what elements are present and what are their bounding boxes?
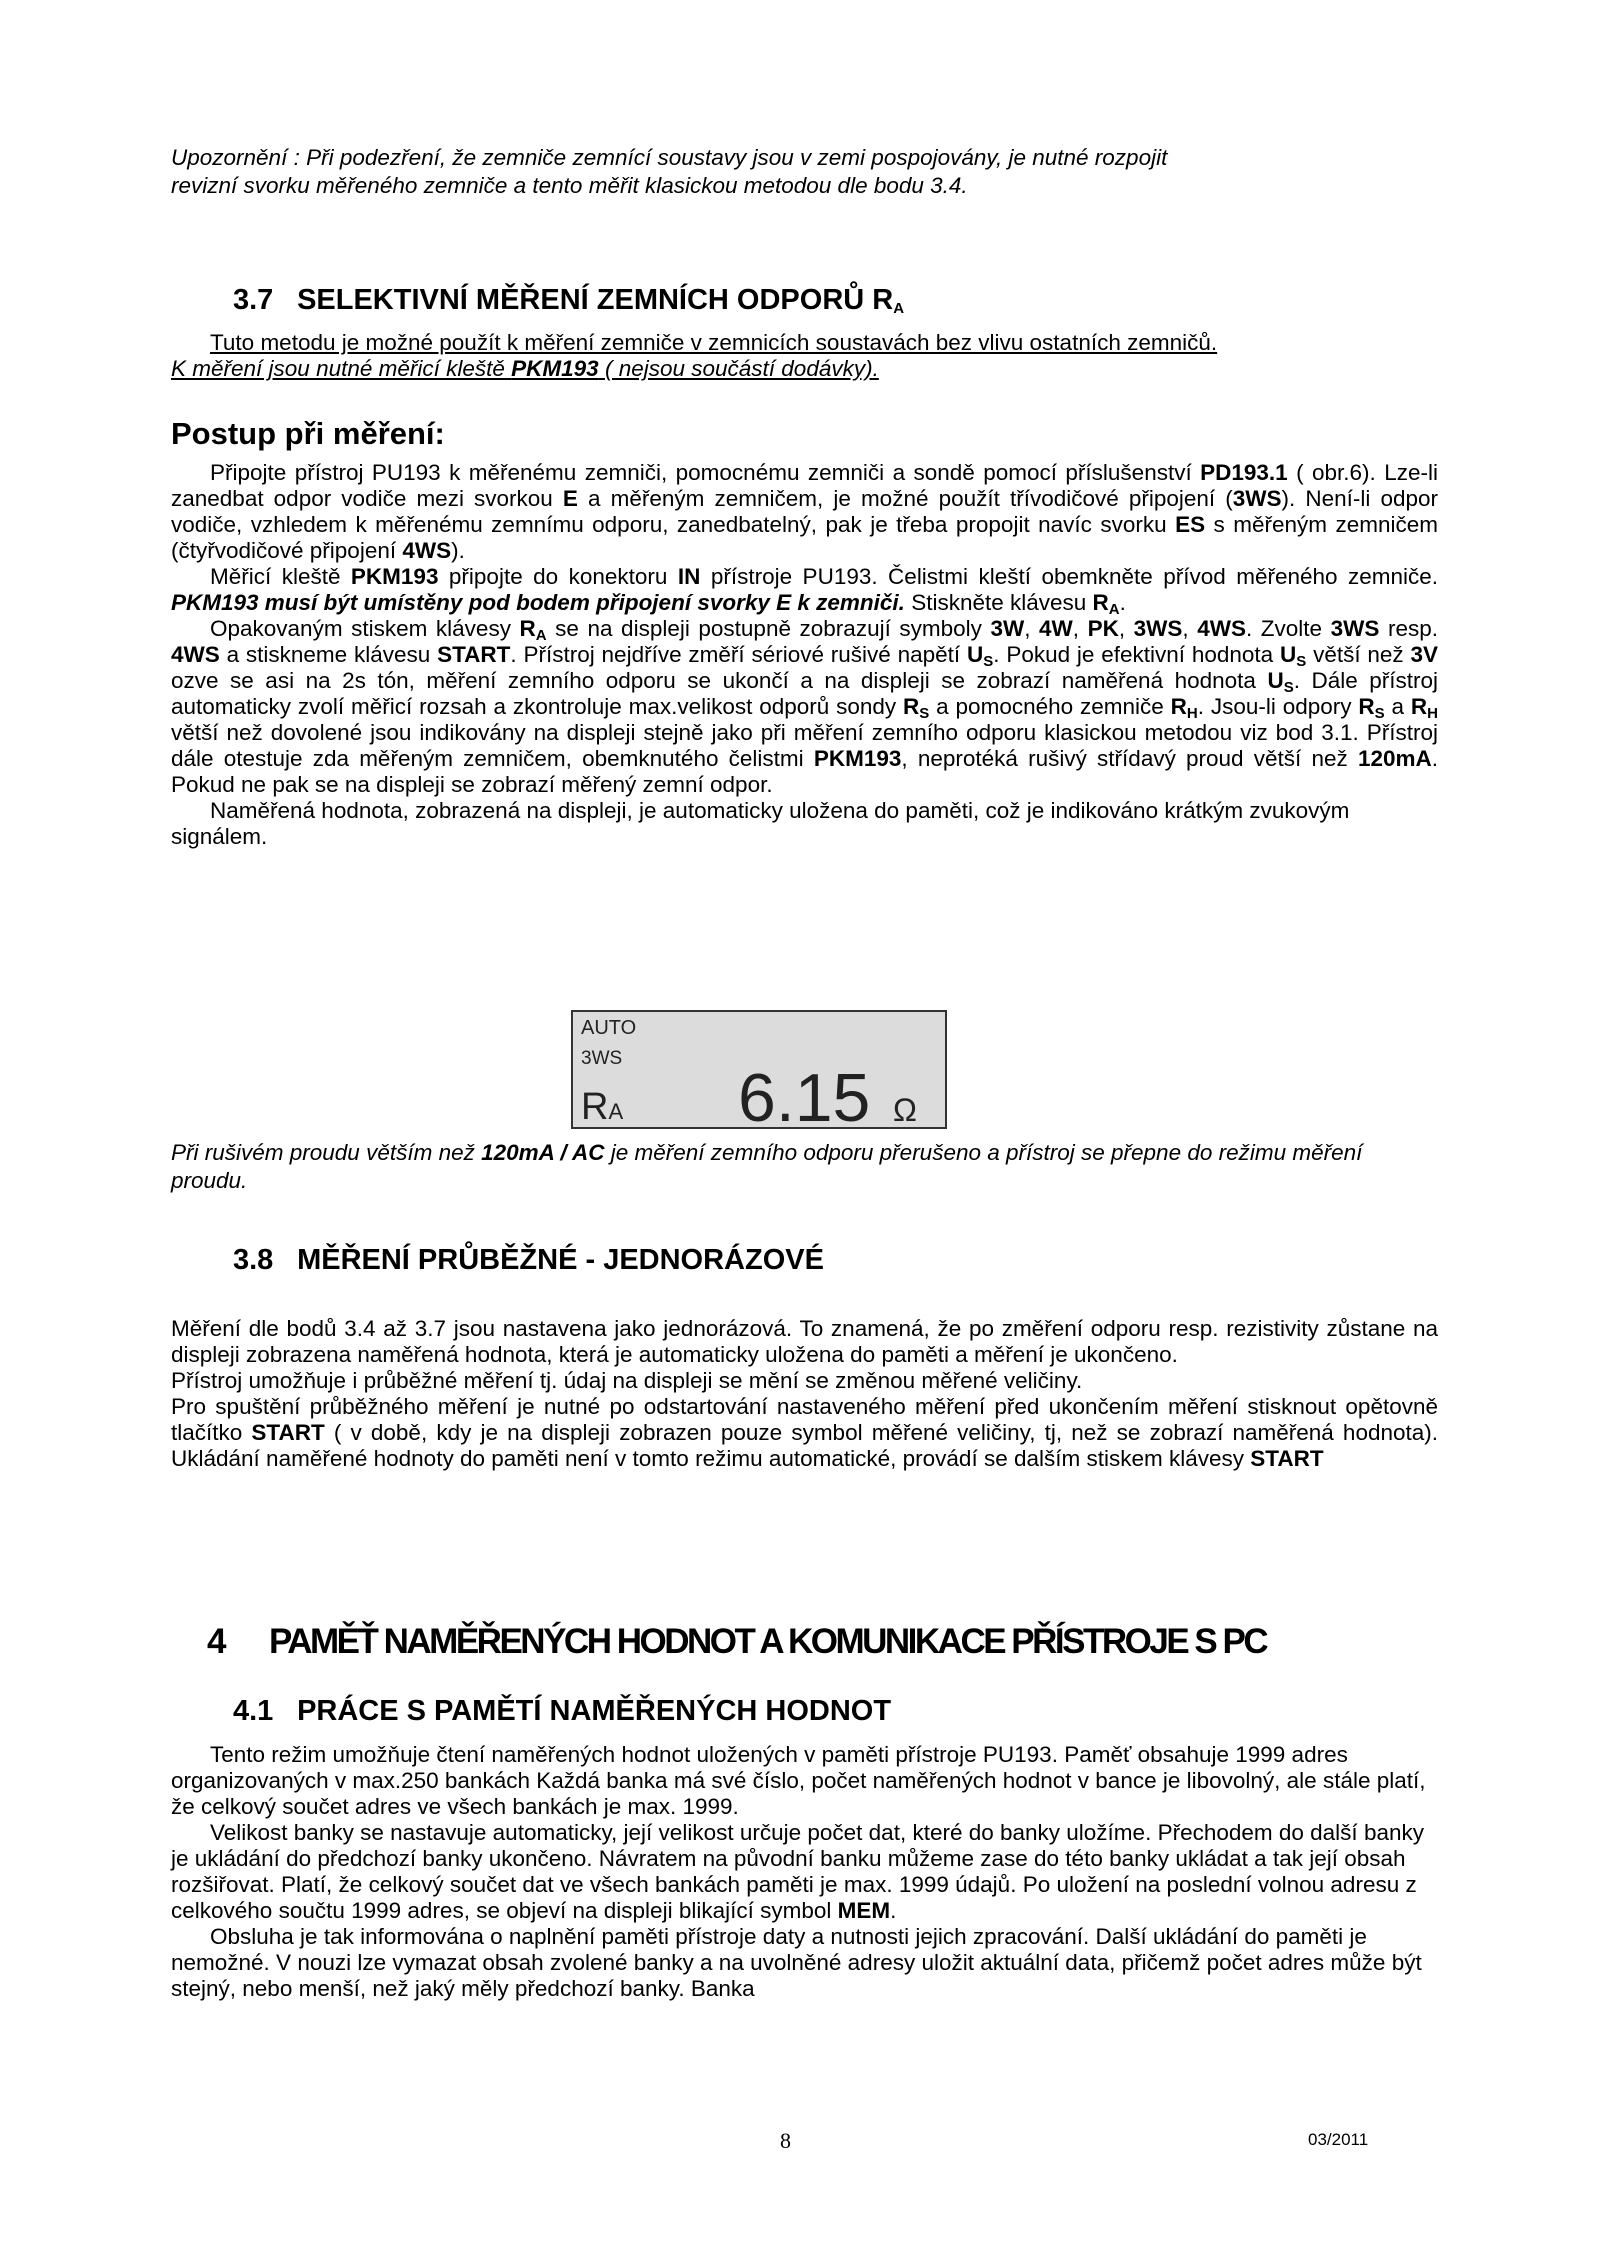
text-bold: E bbox=[562, 486, 578, 511]
intro-text: ( nejsou součástí dodávky) bbox=[598, 356, 873, 381]
text: . Zvolte bbox=[1246, 616, 1331, 641]
text: . bbox=[1119, 590, 1126, 615]
text-bold-italic: PKM193 musí být umístěny pod bodem připojení svorky E k zemniči. bbox=[171, 590, 905, 615]
text: . Dále přístroj automaticky zvolí měřicí rozsah a zkontroluje max.velikost odporů sondy bbox=[171, 668, 1439, 719]
text-bold: START bbox=[1250, 1446, 1324, 1471]
text: . bbox=[890, 1898, 897, 1923]
lcd-mode-text: AUTO bbox=[581, 1017, 637, 1039]
text: , bbox=[1024, 616, 1040, 641]
section-number: 3.8 bbox=[233, 1244, 274, 1276]
paragraph bbox=[171, 1394, 1438, 1472]
subscript: S bbox=[1374, 705, 1385, 722]
text-bold: U bbox=[967, 642, 984, 667]
text-bold: ES bbox=[1175, 512, 1206, 537]
section-3-8-heading bbox=[233, 1243, 824, 1277]
text-bold: PD193.1 bbox=[1200, 460, 1288, 485]
section-number: 4.1 bbox=[233, 1695, 274, 1727]
text: , bbox=[1118, 616, 1134, 641]
paragraph: Obsluha je tak informována o naplnění paměti přístroje daty a nutnosti jejich zpracování. Další ukládání do paměti je nemožné. V nouzi lze vymazat obsah zvolené banky a na uvolněné adresy uložit aktuální data, přičemž počet adres může být stejný, nebo menší, než jaký měly předchozí banky. Banka bbox=[171, 1924, 1422, 2001]
section-number: 3.7 bbox=[233, 284, 274, 316]
text-bold: 120mA bbox=[1357, 746, 1432, 771]
warning-note bbox=[171, 144, 1438, 200]
subscript: S bbox=[983, 653, 994, 670]
intro-line-1: Tuto metodu je možné použít k měření zemniče v zemnicích soustavách bez vlivu ostatních zemničů. bbox=[210, 330, 1218, 355]
text-bold: START bbox=[437, 642, 511, 667]
text: a pomocného zemniče bbox=[929, 694, 1171, 719]
section-4-1-body bbox=[171, 1742, 1438, 2002]
page-date: 03/2011 bbox=[1308, 2130, 1369, 2149]
section-3-8-body bbox=[171, 1316, 1438, 1472]
subscript: S bbox=[1296, 653, 1307, 670]
text: je měření zemního odporu přerušeno a přístroj se přepne do režimu měření proudu. bbox=[171, 1140, 1363, 1193]
page-number: 8 bbox=[780, 2128, 791, 2153]
interference-note bbox=[171, 1139, 1438, 1195]
text: , bbox=[1072, 616, 1088, 641]
lcd-quantity-label bbox=[581, 1086, 623, 1129]
text: a měřeným zemničem, je možné použít třívodičové připojení ( bbox=[577, 486, 1233, 511]
intro-text: K měření jsou nutné měřicí kleště bbox=[171, 356, 512, 381]
text-bold: U bbox=[1267, 668, 1284, 693]
section-4-1-heading bbox=[233, 1694, 891, 1728]
chapter-title: PAMĚŤ NAMĚŘENÝCH HODNOT A KOMUNIKACE PŘÍSTROJE S PC bbox=[269, 1622, 1267, 1661]
text: ). bbox=[451, 538, 465, 563]
warning-line-2: revizní svorku měřeného zemniče a tento měřit klasickou metodou dle bodu 3.4. bbox=[171, 173, 968, 198]
text: větší než dovolené jsou indikovány na displeji stejně jako při měření zemního odporu klasickou metodou viz bod 3.1. Přístroj dále otestuje zda měřeným zemničem, obemknutého čelistmi bbox=[171, 720, 1438, 771]
paragraph bbox=[171, 1820, 1438, 1924]
text: Pro spuštění průběžného měření je nutné po odstartování nastaveného měření před ukončením měření stisknout opětovně tlačítko bbox=[171, 1394, 1438, 1445]
subscript: H bbox=[1427, 705, 1438, 722]
text-bold: R bbox=[519, 616, 536, 641]
text-bold: 4WS bbox=[171, 642, 220, 667]
paragraph bbox=[171, 564, 1438, 616]
paragraph: Naměřená hodnota, zobrazená na displeji, je automaticky uložena do paměti, což je indikováno krátkým zvukovým signálem. bbox=[171, 798, 1350, 849]
text: Stiskněte klávesu bbox=[904, 590, 1093, 615]
chapter-number: 4 bbox=[207, 1622, 227, 1661]
text-bold: 3WS bbox=[1330, 616, 1380, 641]
text-bold: 3WS bbox=[1232, 486, 1282, 511]
text-bold: 4WS bbox=[402, 538, 452, 563]
subscript: A bbox=[1108, 601, 1120, 618]
text-bold: R bbox=[1170, 694, 1187, 719]
text-bold: START bbox=[251, 1420, 325, 1445]
paragraph bbox=[171, 616, 1438, 798]
text-bold: 4WS bbox=[1197, 616, 1246, 641]
text: a stiskneme klávesu bbox=[219, 642, 438, 667]
paragraph: Tento režim umožňuje čtení naměřených hodnot uložených v paměti přístroje PU193. Paměť obsahuje 1999 adres organizovaných v max.250 bankách Každá banka má své číslo, počet naměřených hodnot v bance je libovolný, ale stále platí, že celkový součet adres ve všech bankách je max. 1999. bbox=[171, 1742, 1426, 1819]
subscript: S bbox=[1283, 679, 1294, 696]
procedure-heading: Postup při měření: bbox=[171, 416, 445, 451]
text: ). Není-li odpor vodiče, vzhledem k měřenému zemnímu odporu, zanedbatelný, pak je třeba propojit navíc svorku bbox=[171, 486, 1438, 537]
text: a bbox=[1384, 694, 1411, 719]
text-bold: 3W bbox=[990, 616, 1025, 641]
intro-line-2 bbox=[171, 356, 1438, 382]
text: Velikost banky se nastavuje automaticky, její velikost určuje počet dat, které do banky uložíme. Přechodem do další banky je ukládání do předchozí banky ukončeno. Návratem na původní banku můžeme zase do této banky ukládat a tak její obsah rozšiřovat. Platí, že celkový součet dat ve všech bankách paměti je max. 1999 údajů. Po uložení na poslední volnou adresu z celkového součtu 1999 adres, se objeví na displeji blikající symbol bbox=[171, 1820, 1424, 1923]
text-bold: R bbox=[1410, 694, 1428, 719]
intro-device: PKM193 bbox=[511, 356, 599, 381]
text-bold: R bbox=[1092, 590, 1109, 615]
text-bold: PKM193 bbox=[813, 746, 902, 771]
lcd-value: 6.15 bbox=[738, 1060, 871, 1129]
lcd-label: R bbox=[581, 1086, 609, 1128]
section-title: PRÁCE S PAMĚTÍ NAMĚŘENÝCH HODNOT bbox=[297, 1695, 892, 1727]
text-bold: R bbox=[1358, 694, 1375, 719]
subscript: S bbox=[919, 705, 930, 722]
text-bold: 120mA / AC bbox=[481, 1140, 605, 1165]
text: . Přístroj nejdříve změří sériové rušivé napětí bbox=[510, 642, 967, 667]
text-bold: R bbox=[903, 694, 920, 719]
text: resp. bbox=[1379, 616, 1438, 641]
text: Při rušivém proudu větším než bbox=[171, 1140, 482, 1165]
text: připojte do konektoru bbox=[438, 564, 678, 589]
chapter-4-heading bbox=[207, 1622, 1266, 1662]
intro-text: . bbox=[872, 356, 879, 381]
text: Měřicí kleště bbox=[210, 564, 351, 589]
text: Opakovaným stiskem klávesy bbox=[210, 616, 520, 641]
text: s měřeným zemničem (čtyřvodičové připojení bbox=[171, 512, 1439, 563]
section-3-7-intro bbox=[171, 330, 1438, 382]
section-title: SELEKTIVNÍ MĚŘENÍ ZEMNÍCH ODPORŮ R bbox=[297, 284, 894, 316]
text: přístroje PU193. Čelistmi kleští obemkněte přívod měřeného zemniče. bbox=[700, 564, 1439, 589]
subscript: A bbox=[535, 627, 547, 644]
lcd-display bbox=[571, 1010, 947, 1129]
text-bold: PKM193 bbox=[350, 564, 439, 589]
text: . Pokud je efektivní hodnota bbox=[993, 642, 1280, 667]
subscript: A bbox=[893, 300, 905, 317]
text-bold: MEM bbox=[837, 1898, 891, 1923]
text: , bbox=[1182, 616, 1198, 641]
section-3-7-body bbox=[171, 460, 1438, 850]
paragraph: Měření dle bodů 3.4 až 3.7 jsou nastavena jako jednorázová. To znamená, že po změření odporu resp. rezistivity zůstane na displeji zobrazena naměřená hodnota, která je automaticky uložena do paměti a měření je ukončeno. bbox=[171, 1316, 1438, 1367]
text: Připojte přístroj PU193 k měřenému zemniči, pomocnému zemniči a sondě pomocí příslušenství bbox=[210, 460, 1201, 485]
section-title: MĚŘENÍ PRŮBĚŽNÉ - JEDNORÁZOVÉ bbox=[297, 1244, 824, 1276]
text: se na displeji postupně zobrazují symboly bbox=[546, 616, 991, 641]
warning-line-1: Upozornění : Při podezření, že zemniče zemnící soustavy jsou v zemi pospojovány, je nutné rozpojit bbox=[171, 145, 1168, 170]
subscript: H bbox=[1186, 705, 1198, 722]
text-bold: U bbox=[1280, 642, 1297, 667]
text: ( v době, kdy je na displeji zobrazen pouze symbol měřené veličiny, tj, než se zobrazí naměřená hodnota). Ukládání naměřené hodnoty do paměti není v tomto režimu automatické, provádí se dalším stiskem klávesy bbox=[171, 1420, 1439, 1471]
section-3-7-heading bbox=[233, 283, 904, 317]
text: ( obr.6). Lze-li zanedbat odpor vodiče mezi svorkou bbox=[171, 460, 1438, 511]
text-bold: IN bbox=[677, 564, 701, 589]
paragraph bbox=[171, 460, 1438, 564]
text: . Jsou-li odpory bbox=[1197, 694, 1359, 719]
lcd-unit: Ω bbox=[893, 1092, 917, 1128]
text: . Pokud ne pak se na displeji se zobrazí měřený zemní odpor. bbox=[171, 746, 1438, 797]
paragraph: Přístroj umožňuje i průběžné měření tj. údaj na displeji se mění se změnou měřené veličiny. bbox=[171, 1368, 1083, 1393]
text-bold: 3V bbox=[1410, 642, 1439, 667]
text-bold: PK bbox=[1087, 616, 1119, 641]
text: větší než bbox=[1306, 642, 1411, 667]
text: , neprotéká rušivý střídavý proud větší než bbox=[901, 746, 1358, 771]
text-bold: 3WS bbox=[1133, 616, 1183, 641]
lcd-label-sub: A bbox=[608, 1099, 624, 1124]
text: ozve se asi na 2s tón, měření zemního odporu se ukončí a na displeji se zobrazí naměřená hodnota bbox=[171, 668, 1268, 693]
text-bold: 4W bbox=[1039, 616, 1073, 641]
lcd-connection-text: 3WS bbox=[581, 1048, 623, 1069]
